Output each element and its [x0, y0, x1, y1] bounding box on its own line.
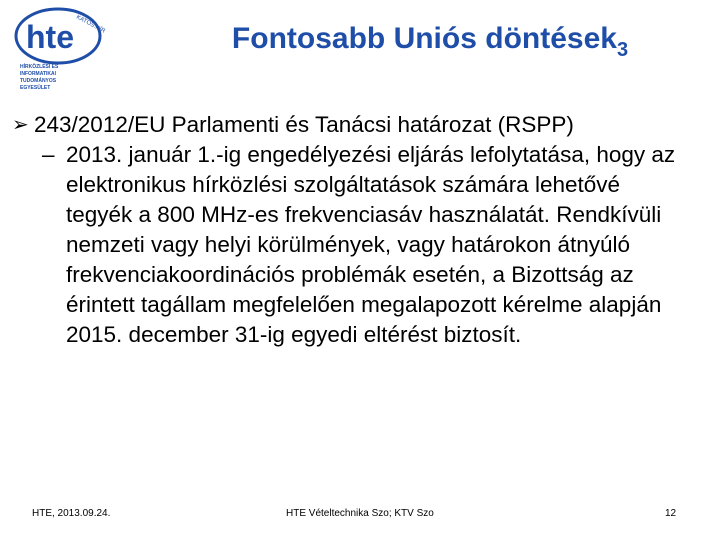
logo-tagline-4: EGYESÜLET	[20, 85, 51, 91]
arrow-bullet-icon: ➢	[12, 114, 29, 136]
bullet-text: 243/2012/EU Parlamenti és Tanácsi határozat (RSPP)	[34, 112, 574, 137]
logo-tagline-3: TUDOMÁNYOS	[20, 78, 57, 84]
logo-tagline-1: HÍRKÖZLÉSI ÉS	[20, 64, 59, 70]
dash-bullet: –	[42, 142, 55, 167]
content-body	[12, 110, 712, 350]
page-title	[160, 22, 700, 62]
logo-arc-text: KATOS.HÍR	[75, 14, 106, 35]
hte-logo	[6, 4, 124, 96]
page-title-subscript: 3	[616, 39, 629, 61]
logo-tagline-2: INFORMATIKAI	[20, 71, 57, 77]
bullet-item	[12, 110, 712, 140]
footer-center-text: HTE Vételtechnika Szo; KTV Szo	[286, 508, 434, 519]
sub-item-text: 2013. január 1.-ig engedélyezési eljárás lefolytatása, hogy az elektronikus hírközlési szolgáltatások számára lehetővé tegyék a 800 MHz-es frekvenciasáv használatát. Rendkívüli nemzeti vagy helyi körülmények, vagy határokon átnyúló frekvenciakoordinációs problémák esetén, a Bizottság az érintett tagállam megfelelően megalapozott kérelme alapján 2015. december 31-ig egyedi eltérést biztosít.	[66, 142, 676, 347]
logo-mark: hte	[26, 19, 74, 55]
page-title-text: Fontosabb Uniós döntések	[231, 22, 617, 55]
footer-date: HTE, 2013.09.24.	[32, 508, 111, 519]
hte-logo-graphic	[6, 4, 124, 96]
sub-item	[42, 140, 712, 350]
page-number: 12	[665, 508, 677, 519]
